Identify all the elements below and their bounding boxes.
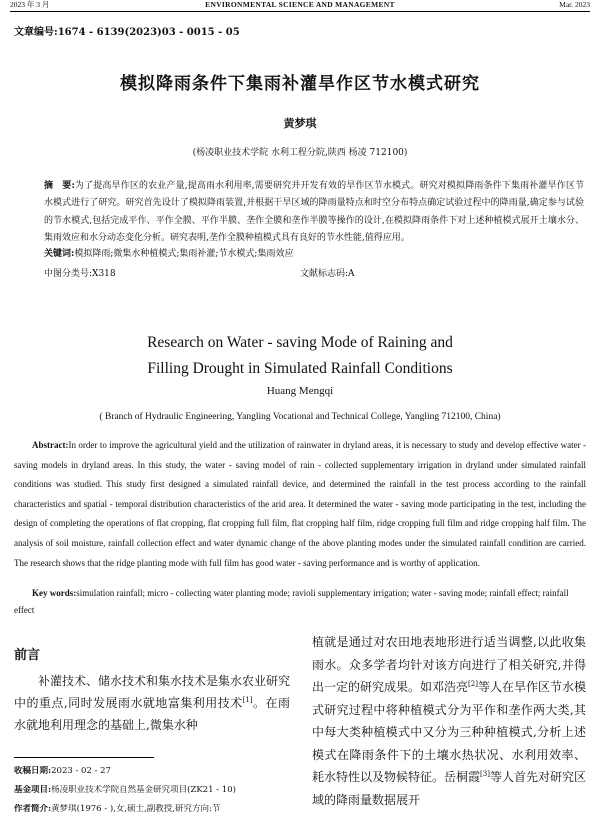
intro-right-text-1: 植就是通过对农田地表地形进行适当调整,以此收集雨水。众多学者均针对该方向进行了相关研究,并得出一定的研究成果。如邓浩亮 [312,635,586,694]
citation-2: [2] [468,680,478,688]
header-issue: Mar. 2023 [559,0,590,9]
chinese-keywords-text: 模拟降雨;微集水种植模式;集雨补灌;节水模式;集雨效应 [74,249,294,259]
english-author: Huang Mengqi [266,385,334,397]
chinese-abstract [44,178,584,247]
intro-heading: 前言 [14,648,41,663]
english-keywords [14,585,586,619]
chinese-title: 模拟降雨条件下集雨补灌旱作区节水模式研究 [120,74,480,94]
english-abstract-label: Abstract: [32,440,69,450]
chinese-keywords [44,247,584,261]
chinese-keywords-label: 关键词: [44,249,75,259]
chinese-abstract-text: 为了提高旱作区的农业产量,提高雨水利用率,需要研究并开发有效的旱作区节水模式。研究对模拟降雨条件下集雨补灌旱作区节水模式进行了研究。研究首先设计了模拟降雨装置,并根据干旱区域的降雨量特点和时空分布特点确定试验过程中的降雨量,确定参与试验的节水模式,包括完成平作、平作全膜、平作半膜、垄作全膜和垄作半膜等操作的设计,在模拟降雨条件下对上述种植模式展开土壤水分、集雨效应和水分动态变化分析。研究表明,垄作全膜种植模式具有良好的节水性能,值得应用。 [44,181,584,243]
intro-left-text: 补灌技术、储水技术和集水技术是集水农业研究中的重点,同时发展雨水就地富集利用技术 [14,674,291,710]
chinese-affiliation: (杨凌职业技术学院 水利工程分院,陕西 杨凌 712100) [192,148,408,158]
english-title-line2: Filling Drought in Simulated Rainfall Conditions [147,360,453,377]
english-keywords-label: Key words: [32,588,77,598]
intro-right-text-3: 等人首先对研究区域的降雨量数据展开 [312,770,586,807]
fund-text: 杨凌职业技术学院自然基金研究项目(ZK21 - 10) [51,785,236,795]
header-date: 2023 年 3 月 [10,0,50,9]
class-number: 中图分类号:X318 [44,269,116,279]
chinese-author: 黄梦琪 [283,117,317,130]
bio-label: 作者简介: [14,804,52,814]
received-label: 收稿日期: [14,766,52,776]
intro-left-text-end: 。在雨水就地利用理念的基础上,微集水种 [14,696,290,732]
intro-left-column [14,670,290,736]
english-abstract [14,436,586,573]
english-abstract-text: In order to improve the agricultural yield and the utilization of rainwater in dryland areas, it is necessary to study and develop effective water - saving models in dryland areas. In this study, the water - saving model of rain - collected supplementary irrigation in dryland under simulated rainfall conditions was studied. This study first designed a simulated rainfall device, and determined the rainfall in the test process according to the rainfall characteristics and spatial - temporal distribution characteristics of the arid area. It determined the water - saving mode participating in the test, including the design of completing the operations of flat cropping, flat cropping full film, flat cropping half film, ridge cropping full film and ridge cropping half film. The analysis of soil moisture, rainfall collection effect and water dynamic change of the above planting modes under the simulated rainfall condition are carried. The research shows that the ridge planting mode with full film has good water - saving performance and is worthy of application. [14,440,586,568]
fund-label: 基金项目: [14,785,52,795]
english-keywords-text: simulation rainfall; micro - collecting water planting mode; ravioli supplementary irrigation; water - saving mode; rainfall effect; rainfall effect [14,588,569,615]
document-code: 文献标志码:A [300,269,355,279]
header-journal: ENVIRONMENTAL SCIENCE AND MANAGEMENT [205,0,395,9]
english-title [0,330,600,382]
footnote-divider [14,757,154,758]
citation-3: [3] [480,770,490,778]
article-number: 文章编号:1674 - 6139(2023)03 - 0015 - 05 [14,27,240,38]
intro-right-text-2: 等人在旱作区节水模式研究过程中将种植模式分为平作和垄作两大类,其中每大类种植模式中又分为三种种植模式,分析上述模式在降雨条件下的土壤水热状况、水利用效率、耗水特性以及物候特征。岳桐霞 [312,680,586,784]
citation-1: [1] [242,696,253,704]
bio-text: 黄梦琪(1976 - ),女,硕士,副教授,研究方向:节 [51,804,221,814]
received-date: 2023 - 02 - 27 [51,766,111,776]
intro-right-column [312,631,586,811]
running-header [10,0,590,12]
footnote-received [14,766,290,777]
english-affiliation: ( Branch of Hydraulic Engineering, Yangling Vocational and Technical College, Yangling 712100, China) [99,412,501,422]
english-title-line1: Research on Water - saving Mode of Raining and [147,334,453,351]
footnote-fund [14,785,290,796]
chinese-abstract-label: 摘 要: [44,181,75,191]
footnote-author-bio [14,804,290,815]
